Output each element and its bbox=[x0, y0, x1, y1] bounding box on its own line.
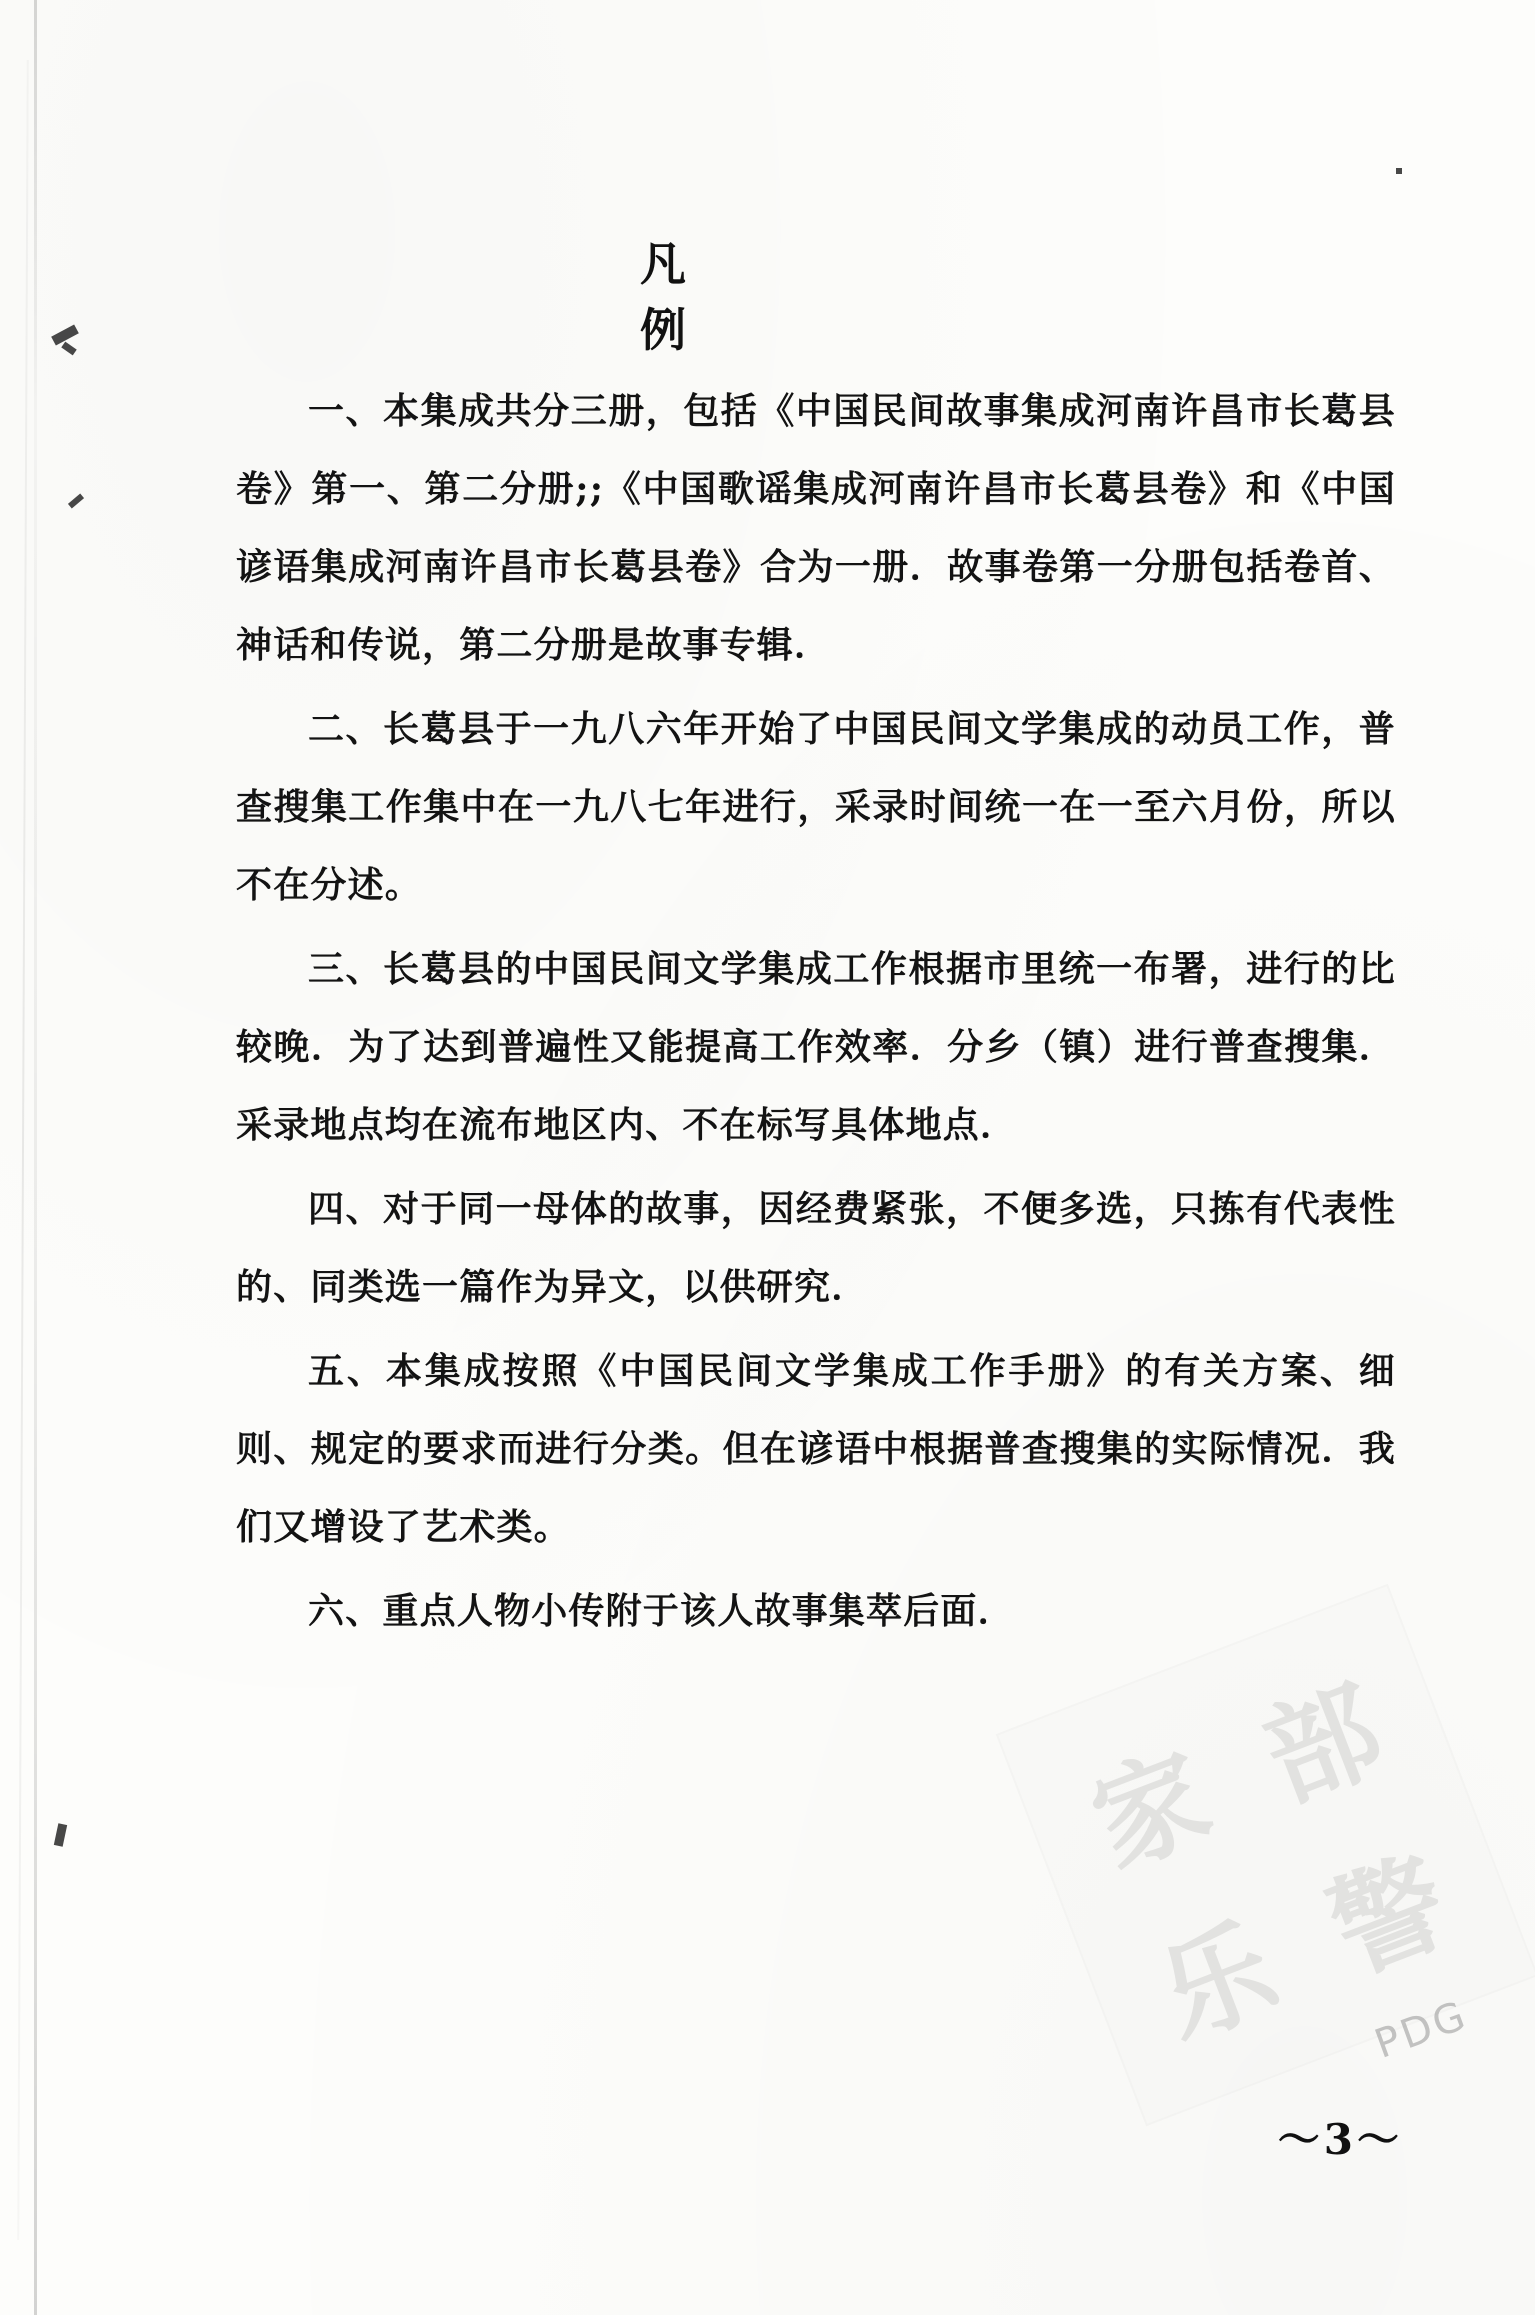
paragraph-1: 一、本集成共分三册，包括《中国民间故事集成河南许昌市长葛县卷》第一、第二分册;;《中国歌谣集成河南许昌市长葛县卷》和《中国谚语集成河南许昌市长葛县卷》合为一册．故事卷第一分册包括卷首、神话和传说，第二分册是故事专辑． bbox=[236, 390, 1396, 666]
page-number: 〜3〜 bbox=[1277, 2115, 1403, 2164]
body-text bbox=[236, 372, 1434, 1656]
watermark-seal bbox=[996, 1584, 1535, 2127]
watermark-char-3: 乐 bbox=[1141, 1901, 1294, 2064]
paragraph-4: 四、对于同一母体的故事，因经费紧张，不便多选，只拣有代表性的、同类选一篇作为异文，以供研究． bbox=[236, 1188, 1396, 1308]
watermark-char-2: 部 bbox=[1247, 1663, 1399, 1826]
watermark-border bbox=[996, 1584, 1535, 2127]
paragraph-2: 二、长葛县于一九八六年开始了中国民间文学集成的动员工作，普查搜集工作集中在一九八七年进行，采录时间统一在一至六月份，所以 不在分述。 bbox=[236, 708, 1434, 906]
paragraph-5: 五、本集成按照《中国民间文学集成工作手册》的有关方案、细则、规定的要求而进行分类。但在谚语中根据普查搜集的实际情况．我们又增设了艺术类。 bbox=[236, 1350, 1396, 1548]
watermark-tag: PDG bbox=[1369, 1992, 1475, 2068]
paragraph-3: 三、长葛县的中国民间文学集成工作根据市里统一布署，进行的比较晚．为了达到普遍性又能提高工作效率．分乡（镇）进行普查搜集．采录地点均在流布地区内、不在标写具体地点． bbox=[236, 948, 1396, 1146]
watermark-char-4: 警 bbox=[1313, 1835, 1465, 1998]
watermark-char-1: 家 bbox=[1075, 1729, 1228, 1892]
paragraph-6: 六、重点人物小传附于该人故事集萃后面． bbox=[308, 1590, 1015, 1632]
page-title: 凡 例 bbox=[640, 237, 1000, 357]
